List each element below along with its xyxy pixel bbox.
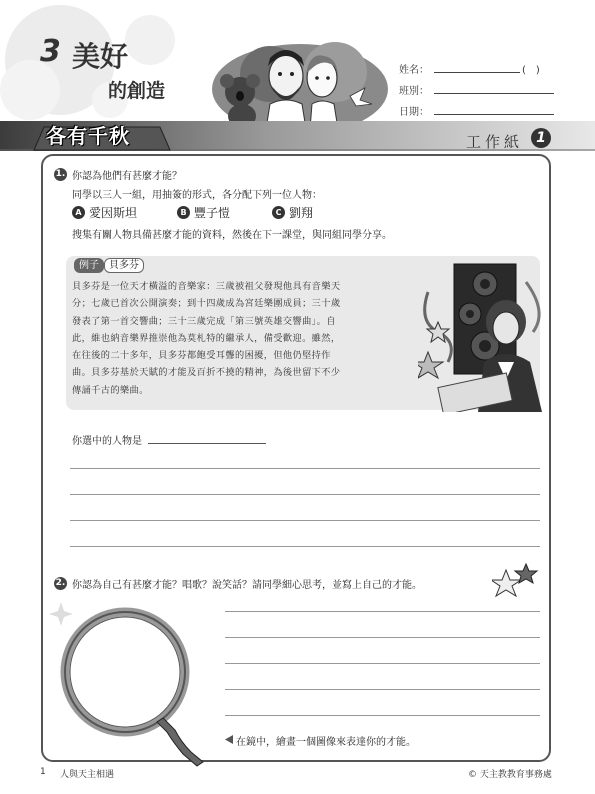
answer-line[interactable]	[70, 546, 540, 547]
name-field[interactable]	[434, 72, 520, 73]
example-line: 此，維也納音樂界推崇他為莫札特的繼承人，備受歡迎。雖然，	[72, 332, 341, 344]
class-number-paren: ( )	[522, 65, 540, 76]
q2-question: 你認為自己有甚麼才能？唱歌？說笑話？請同學細心思考，並寫上自己的才能。	[72, 580, 422, 591]
talent-line[interactable]	[225, 689, 540, 690]
banner-title: 各有千秋	[46, 124, 130, 148]
choice-c-badge: C	[272, 206, 285, 219]
mirror-illustration	[45, 592, 220, 767]
talent-line[interactable]	[225, 611, 540, 612]
answer-line[interactable]	[70, 468, 540, 469]
mirror-caption: 在鏡中，繪畫一個圖像來表達你的才能。	[236, 737, 416, 748]
name-label: 姓名：	[399, 65, 429, 76]
q1-question: 你認為他們有甚麼才能？	[72, 171, 182, 182]
q1-task: 搜集有關人物具備甚麼才能的資料，然後在下一課堂，與同組同學分享。	[72, 230, 392, 241]
chosen-person-field[interactable]	[148, 443, 266, 444]
header-illustration	[210, 34, 390, 129]
q1-instruction: 同學以三人一組，用抽簽的形式，各分配下列一位人物：	[72, 190, 322, 201]
example-line: 傳誦千古的樂曲。	[72, 384, 149, 396]
example-line: 發表了第一首交響曲；三十三歲完成「第三號英雄交響曲」。自	[72, 315, 336, 327]
example-line: 貝多芬是一位天才橫溢的音樂家：三歲被祖父發現他具有音樂天	[72, 281, 341, 292]
talent-line[interactable]	[225, 663, 540, 664]
unit-title-line2: 的創造	[108, 80, 166, 102]
example-line: 在往後的二十多年，貝多芬都飽受耳聾的困擾，但他仍堅持作	[72, 350, 331, 362]
example-text	[72, 278, 422, 399]
choice-a-name: 愛因斯坦	[89, 206, 138, 220]
worksheet-label: 工作紙	[466, 133, 524, 151]
example-tag: 例子	[74, 258, 104, 273]
copyright: © 天主教教育事務處	[468, 770, 552, 780]
choice-c-name: 劉翔	[289, 206, 314, 220]
choice-a-badge: A	[72, 206, 85, 219]
chosen-person-label: 你選中的人物是	[72, 436, 142, 447]
triangle-arrow-icon	[224, 735, 234, 745]
worksheet-number: 1	[531, 128, 551, 148]
q2-number: 2.	[55, 578, 66, 588]
beethoven-illustration	[418, 262, 558, 412]
page-number: 1	[40, 767, 46, 777]
q1-number: 1.	[55, 169, 66, 179]
date-label: 日期：	[399, 107, 429, 118]
book-title: 人與天主相遇	[60, 770, 115, 780]
example-name: 貝多芬	[104, 258, 144, 273]
choice-b-name: 豐子愷	[194, 206, 231, 220]
answer-line[interactable]	[70, 520, 540, 521]
class-field[interactable]	[434, 93, 554, 94]
example-line: 曲。貝多芬基於天賦的才能及百折不撓的精神，為後世留下不少	[72, 367, 341, 379]
date-field[interactable]	[434, 114, 554, 115]
talent-line[interactable]	[225, 715, 540, 716]
talent-line[interactable]	[225, 637, 540, 638]
unit-number: 3	[40, 34, 61, 69]
answer-line[interactable]	[70, 494, 540, 495]
example-line: 分；七歲已首次公開演奏；到十四歲成為宮廷樂團成員；三十歲	[72, 298, 341, 310]
unit-title-line1: 美好	[72, 40, 129, 73]
class-label: 班別：	[399, 86, 429, 97]
stars-decor	[492, 560, 542, 600]
choice-b-badge: B	[177, 206, 190, 219]
